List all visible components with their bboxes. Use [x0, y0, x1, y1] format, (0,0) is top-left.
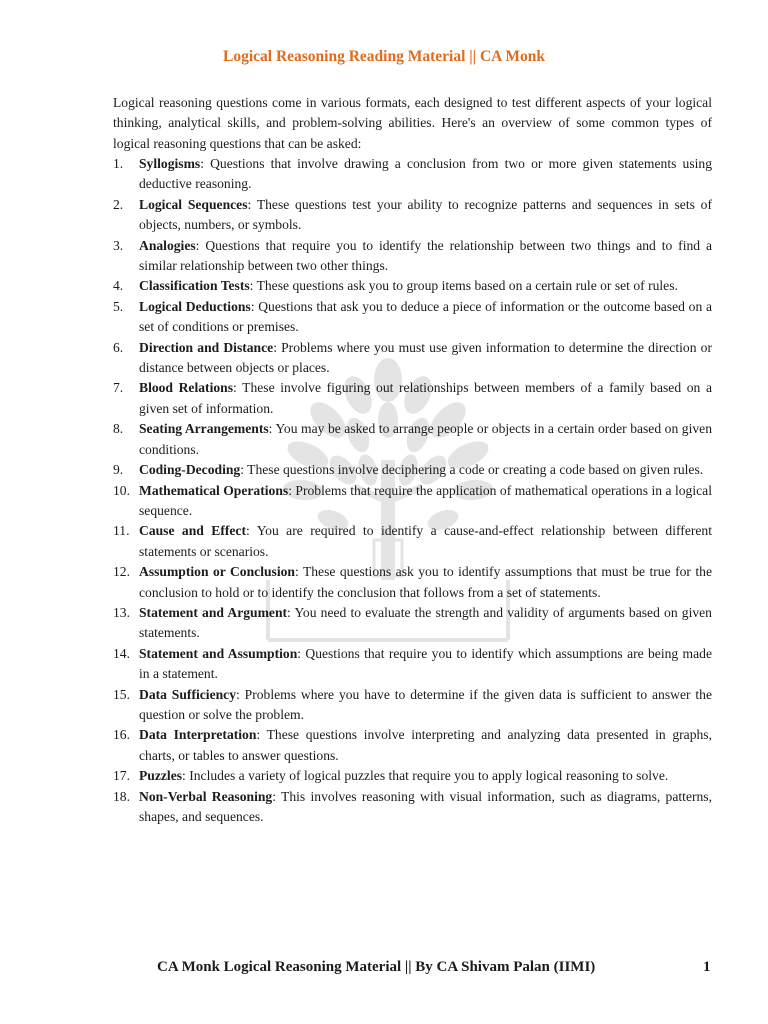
- item-number: 8.: [113, 421, 124, 437]
- list-item: [113, 685, 712, 726]
- item-description: : These questions test your ability to recognize patterns and sequences in sets of objects, numbers, or symbols.: [139, 196, 712, 233]
- item-description: : These questions involve deciphering a code or creating a code based on given rules.: [240, 462, 704, 478]
- item-description: : Problems where you must use given information to determine the direction or distance between objects or places.: [139, 339, 712, 376]
- item-description: : These questions ask you to group items based on a certain rule or set of rules.: [249, 278, 678, 294]
- item-term: Non-Verbal Reasoning: [139, 788, 273, 804]
- list-item: [113, 725, 712, 766]
- list-item: [113, 644, 712, 685]
- list-item: [113, 562, 712, 603]
- item-description: : These questions involve interpreting and analyzing data presented in graphs, charts, or tables to answer questions.: [139, 727, 712, 763]
- item-term: Mathematical Operations: [139, 482, 289, 498]
- list-item: [113, 603, 712, 644]
- item-term: Data Sufficiency: [139, 686, 236, 702]
- item-description: : Questions that involve drawing a conclusion from two or more given statements using deductive reasoning.: [139, 156, 712, 192]
- item-number: 7.: [113, 380, 124, 396]
- item-description: : Includes a variety of logical puzzles that require you to apply logical reasoning to solve.: [182, 768, 669, 784]
- list-item: [113, 338, 712, 379]
- item-description: : Questions that ask you to deduce a piece of information or the outcome based on a set of conditions or premises.: [139, 298, 712, 335]
- item-term: Logical Deductions: [139, 298, 251, 314]
- list-item: [113, 460, 712, 480]
- item-term: Cause and Effect: [139, 523, 246, 539]
- item-number: 4.: [113, 278, 124, 294]
- footer-text: CA Monk Logical Reasoning Material || By CA Shivam Palan (IIMI): [157, 959, 596, 975]
- item-term: Coding-Decoding: [139, 462, 241, 478]
- list-item: [113, 419, 712, 460]
- item-description: : You may be asked to arrange people or objects in a certain order based on given conditions.: [139, 421, 712, 457]
- item-term: Statement and Argument: [139, 604, 288, 620]
- item-number: 2.: [113, 196, 124, 212]
- item-number: 3.: [113, 237, 124, 253]
- item-description: : Problems where you have to determine if the given data is sufficient to answer the question or solve the problem.: [139, 686, 712, 722]
- item-number: 14.: [113, 645, 130, 661]
- item-number: 9.: [113, 462, 124, 478]
- item-number: 15.: [113, 686, 130, 702]
- item-description: : This involves reasoning with visual information, such as diagrams, patterns, shapes, and sequences.: [139, 788, 712, 824]
- item-term: Data Interpretation: [139, 727, 257, 743]
- item-term: Seating Arrangements: [139, 421, 269, 437]
- item-term: Blood Relations: [139, 380, 233, 396]
- list-item: [113, 154, 712, 195]
- item-number: 6.: [113, 339, 124, 355]
- item-term: Statement and Assumption: [139, 645, 298, 661]
- list-item: [113, 236, 712, 277]
- item-term: Puzzles: [139, 768, 183, 784]
- item-term: Classification Tests: [139, 278, 250, 294]
- item-number: 17.: [113, 768, 130, 784]
- item-description: : You need to evaluate the strength and validity of arguments based on given statements.: [139, 604, 712, 641]
- item-description: : Problems that require the application of mathematical operations in a logical sequence.: [139, 482, 712, 518]
- item-number: 5.: [113, 298, 124, 314]
- list-item: [113, 297, 712, 338]
- document-title: Logical Reasoning Reading Material || CA Monk: [223, 48, 545, 65]
- list-item: [113, 195, 712, 236]
- item-term: Assumption or Conclusion: [139, 564, 295, 580]
- item-number: 13.: [113, 604, 130, 620]
- item-term: Syllogisms: [139, 156, 201, 171]
- page-number: 1: [703, 959, 711, 975]
- item-description: : These questions ask you to identify assumptions that must be true for the conclusion to hold or to identify the conclusion that follows from a set of statements.: [139, 564, 712, 600]
- question-types-list: [113, 154, 712, 827]
- intro-paragraph: Logical reasoning questions come in various formats, each designed to test different aspects of your logical thinking, analytical skills, and problem-solving abilities. Here's an overview of some common types of logical reasoning questions that can be asked:: [113, 95, 712, 151]
- list-item: [113, 276, 712, 296]
- item-number: 1.: [113, 156, 124, 171]
- item-description: : You are required to identify a cause-and-effect relationship between different statements or scenarios.: [139, 523, 712, 559]
- item-term: Direction and Distance: [139, 339, 274, 355]
- item-number: 18.: [113, 788, 130, 804]
- item-number: 10.: [113, 482, 130, 498]
- item-term: Analogies: [139, 237, 196, 253]
- list-item: [113, 378, 712, 419]
- item-description: : These involve figuring out relationships between members of a family based on a given set of information.: [139, 380, 712, 416]
- list-item: [113, 766, 712, 786]
- item-description: : Questions that require you to identify which assumptions are being made in a statement.: [139, 645, 712, 682]
- item-number: 11.: [113, 523, 130, 539]
- item-description: : Questions that require you to identify the relationship between two things and to find a similar relationship between two other things.: [139, 237, 712, 274]
- item-term: Logical Sequences: [139, 196, 248, 212]
- list-item: [113, 481, 712, 522]
- item-number: 16.: [113, 727, 130, 743]
- list-item: [113, 787, 712, 828]
- item-number: 12.: [113, 564, 130, 580]
- list-item: [113, 521, 712, 562]
